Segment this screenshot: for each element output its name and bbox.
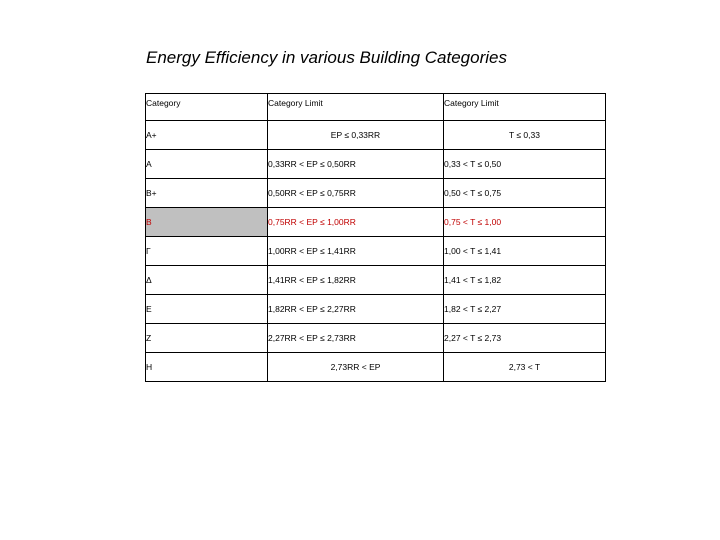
t-limit-cell: 2,27 < T ≤ 2,73: [444, 324, 606, 353]
ep-limit-cell: EP ≤ 0,33RR: [268, 121, 444, 150]
category-cell: Γ: [146, 237, 268, 266]
t-limit-cell: 1,00 < T ≤ 1,41: [444, 237, 606, 266]
table-row: [146, 237, 606, 266]
category-cell: B: [146, 208, 268, 237]
table-row: [146, 208, 606, 237]
header-category: Category: [146, 94, 268, 121]
t-limit-cell: T ≤ 0,33: [444, 121, 606, 150]
t-limit-cell: 1,41 < T ≤ 1,82: [444, 266, 606, 295]
header-category-limit-ep: Category Limit: [268, 94, 444, 121]
table-row: [146, 266, 606, 295]
category-cell: H: [146, 353, 268, 382]
ep-limit-cell: 0,75RR < EP ≤ 1,00RR: [268, 208, 444, 237]
ep-limit-cell: 1,41RR < EP ≤ 1,82RR: [268, 266, 444, 295]
table-row: [146, 295, 606, 324]
category-cell: Δ: [146, 266, 268, 295]
ep-limit-cell: 1,82RR < EP ≤ 2,27RR: [268, 295, 444, 324]
ep-limit-cell: 2,27RR < EP ≤ 2,73RR: [268, 324, 444, 353]
table-header-row: [146, 94, 606, 121]
ep-limit-cell: 0,33RR < EP ≤ 0,50RR: [268, 150, 444, 179]
category-cell: B+: [146, 179, 268, 208]
header-category-limit-t: Category Limit: [444, 94, 606, 121]
category-cell: A+: [146, 121, 268, 150]
ep-limit-cell: 0,50RR < EP ≤ 0,75RR: [268, 179, 444, 208]
t-limit-cell: 2,73 < T: [444, 353, 606, 382]
category-cell: A: [146, 150, 268, 179]
energy-category-table: [145, 93, 606, 382]
ep-limit-cell: 1,00RR < EP ≤ 1,41RR: [268, 237, 444, 266]
table-row: [146, 179, 606, 208]
t-limit-cell: 0,75 < T ≤ 1,00: [444, 208, 606, 237]
table-row: [146, 324, 606, 353]
category-cell: E: [146, 295, 268, 324]
page-title: Energy Efficiency in various Building Categories: [146, 48, 507, 67]
category-cell: Z: [146, 324, 268, 353]
t-limit-cell: 0,50 < T ≤ 0,75: [444, 179, 606, 208]
table-row: [146, 121, 606, 150]
ep-limit-cell: 2,73RR < EP: [268, 353, 444, 382]
table-row: [146, 353, 606, 382]
t-limit-cell: 1,82 < T ≤ 2,27: [444, 295, 606, 324]
t-limit-cell: 0,33 < T ≤ 0,50: [444, 150, 606, 179]
table-row: [146, 150, 606, 179]
